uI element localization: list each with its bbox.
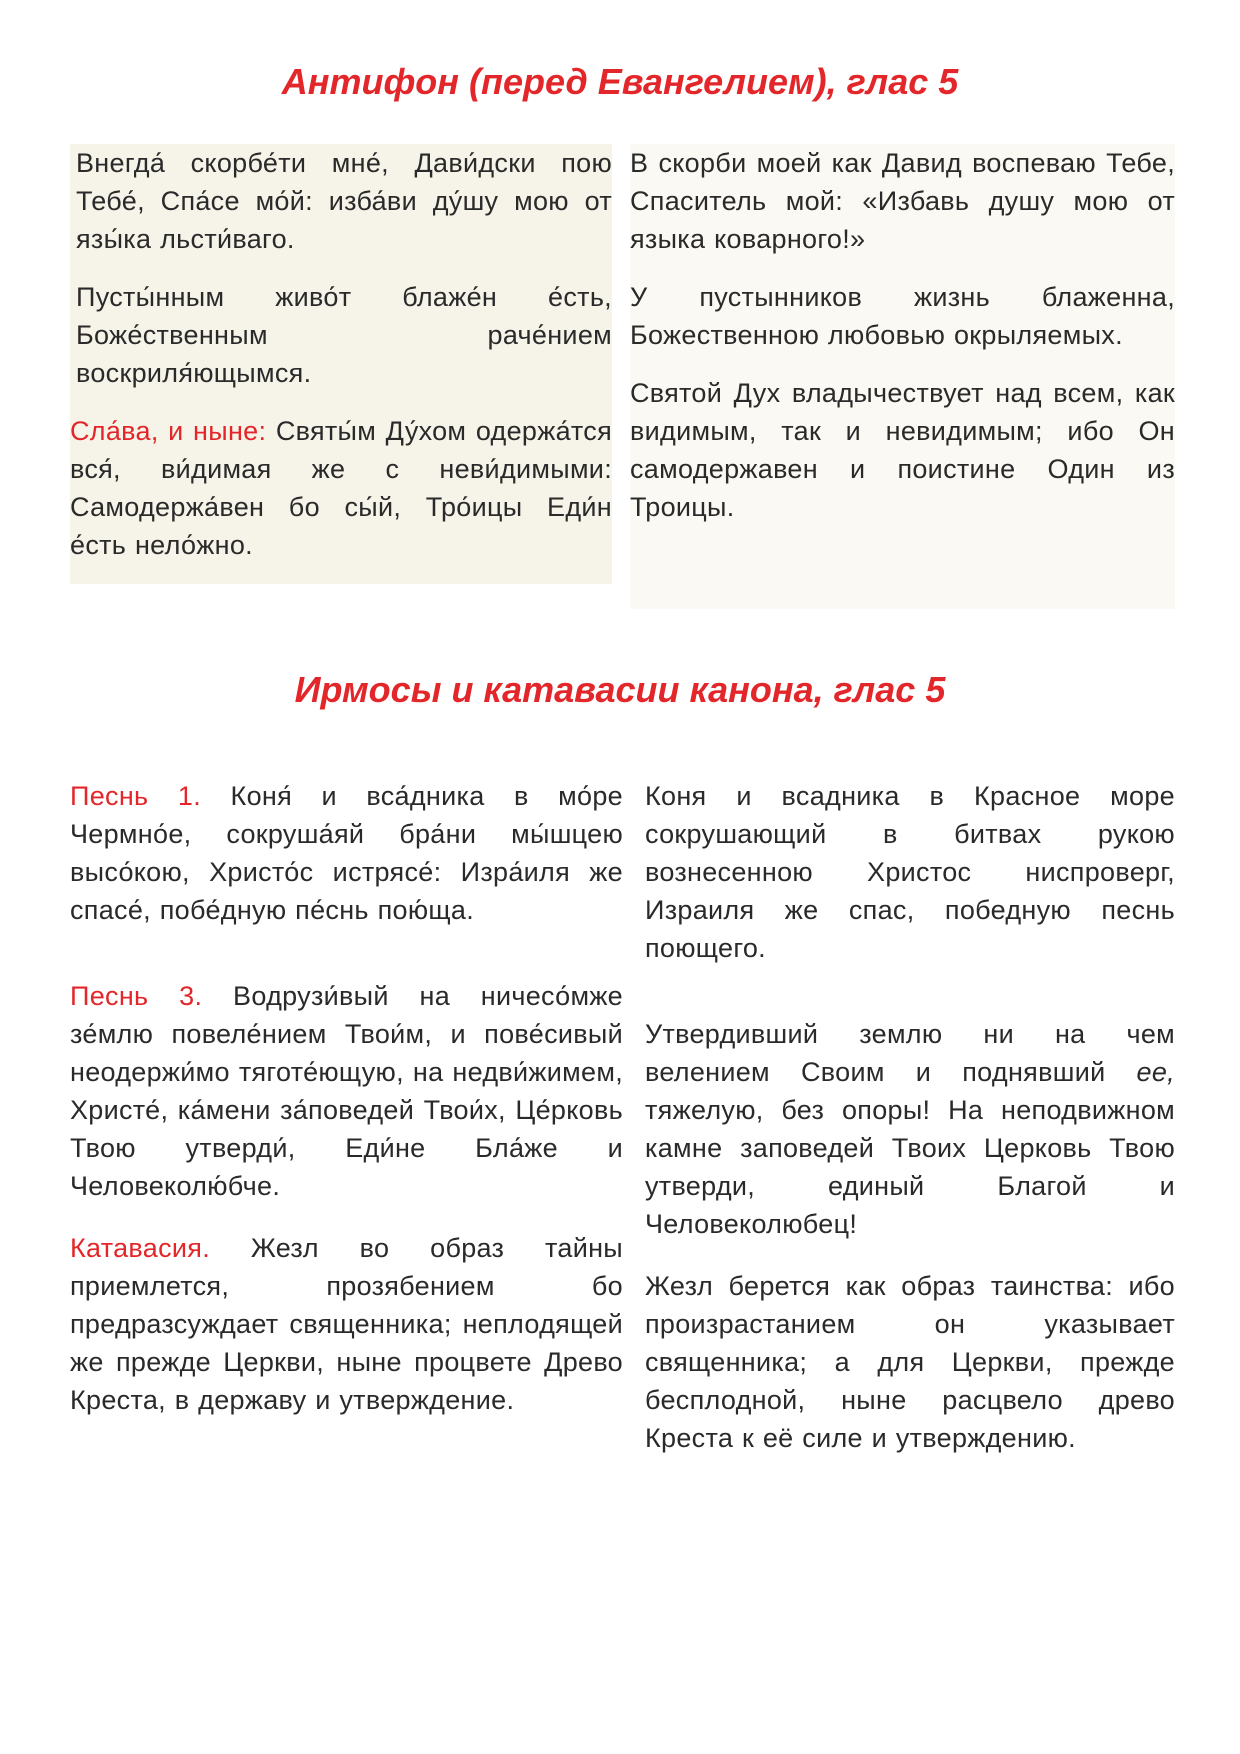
- antiphon-heading: Антифон (перед Евангелием), глас 5: [281, 61, 959, 102]
- ode-3-russian: [645, 1015, 1175, 1243]
- irmoi-heading: Ирмосы и катавасии канона, глас 5: [294, 669, 946, 710]
- antiphon-verse-1-russian: В скорби моей как Давид воспеваю Тебе, Спаситель мой: «Избавь душу мою от языка коварного!»: [630, 148, 1175, 254]
- antiphon-verse-2-slavonic: Пусты́нным живо́т блаже́н е́сть, Боже́ственным раче́нием воскриля́ющымся.: [76, 282, 612, 388]
- katavasia-slavonic: [70, 1229, 623, 1419]
- glory-rubric: Сла́ва, и ныне:: [70, 416, 267, 446]
- ode-1-russian: Коня и всадника в Красное море сокрушающий в битвах рукою вознесенною Христос ниспроверг, Израиля же спас, победную песнь поющего.: [645, 781, 1175, 963]
- antiphon-russian-column: [630, 144, 1175, 609]
- ode-3-slavonic: [70, 977, 623, 1205]
- ode-3-russian-text-b: тяжелую, без опоры! На неподвижном камне заповедей Твоих Церковь Твою утверди, единый Благой и Человеколюбец!: [645, 1095, 1175, 1239]
- irmoi-church-slavonic-column: [70, 777, 623, 1419]
- katavasia-rubric: Катавасия.: [70, 1233, 210, 1263]
- antiphon-verse-3-russian: Святой Дух владычествует над всем, как видимым, так и невидимым; ибо Он самодержавен и поистине Один из Троицы.: [630, 378, 1175, 522]
- ode-3-slavonic-text: Водрузи́вый на ничесо́мже зе́млю повеле́нием Твои́м, и пове́сивый неодержи́мо тяготе́ющую, на недви́жимем, Христе́, ка́мени за́поведей Твои́х, Це́рковь Твою утверди́, Еди́не Бла́же и Человеколю́бче.: [70, 981, 624, 1201]
- antiphon-verse-2-russian: У пустынников жизнь блаженна, Божественною любовью окрыляемых.: [630, 282, 1175, 350]
- ode-3-russian-text-a: Утвердивший землю ни на чем велением Своим и поднявший: [645, 1019, 1175, 1087]
- ode-1-rubric: Песнь 1.: [70, 781, 202, 811]
- ode-1-slavonic-text: Коня́ и вса́дника в мо́ре Чермно́е, сокруша́яй бра́ни мы́шцею высо́кою, Христо́с истрясе́: Изра́иля же спасе́, побе́дную пе́снь пою́ща.: [70, 781, 623, 925]
- ode-1-slavonic: [70, 777, 623, 929]
- antiphon-verse-1-slavonic: Внегда́ скорбе́ти мне́, Дави́дски пою Тебе́, Спа́се мо́й: изба́ви ду́шу мою от язы́ка льсти́ваго.: [76, 148, 612, 254]
- ode-3-rubric: Песнь 3.: [70, 981, 203, 1011]
- katavasia-russian: Жезл берется как образ таинства: ибо произрастанием он указывает священника; а для Церкви, прежде бесплодной, ныне расцвело древо Креста к её силе и утверждению.: [645, 1271, 1175, 1453]
- antiphon-verse-3-slavonic: [70, 412, 612, 564]
- ode-3-russian-emphasis: ее,: [1136, 1057, 1175, 1087]
- antiphon-church-slavonic-column: [70, 144, 612, 584]
- irmoi-russian-column: [645, 777, 1175, 1457]
- antiphon-verse-3-slavonic-text: Святы́м Ду́хом одержа́тся вся́, ви́димая же с неви́димыми: Самодержа́вен бо сы́й, Тро́ицы Еди́н е́сть нело́жно.: [70, 416, 612, 560]
- katavasia-slavonic-text: Жезл во образ тайны приемлется, прозябением бо предразсуждает священника; неплодящей же прежде Церкви, ныне процвете Древо Креста, в державу и утверждение.: [70, 1233, 623, 1415]
